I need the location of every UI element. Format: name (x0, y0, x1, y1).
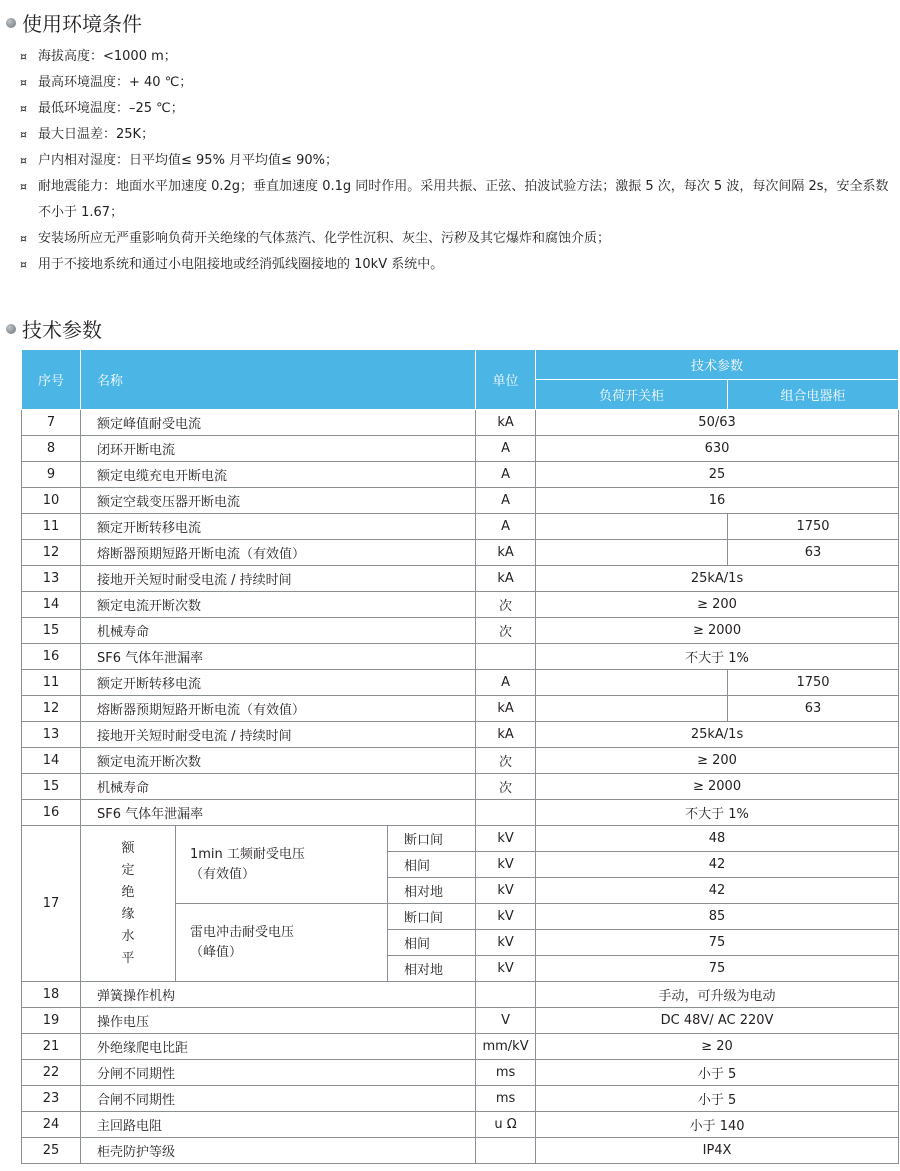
table-row (22, 410, 899, 436)
header-combo: 组合电器柜 (728, 380, 899, 410)
row-unit: kA (476, 696, 536, 722)
table-row (22, 1138, 899, 1164)
group-label-line1: 雷电冲击耐受电压 (190, 924, 295, 940)
condition-item (20, 174, 890, 226)
table-row (22, 592, 899, 618)
row-value: 25 (536, 462, 899, 488)
bullet-dot-icon (6, 324, 16, 334)
row-value: 25kA/1s (536, 722, 899, 748)
row-unit: V (476, 1008, 536, 1034)
condition-item (20, 96, 890, 122)
table-row (22, 540, 899, 566)
row-unit: kV (476, 930, 536, 956)
row-no: 13 (22, 722, 81, 748)
table-row (22, 670, 899, 696)
bullet-icon: ¤ (20, 180, 27, 193)
insulation-label-char: 平 (121, 950, 135, 966)
table-row (22, 488, 899, 514)
row-name: SF6 气体年泄漏率 (81, 644, 476, 670)
row-name: 机械寿命 (81, 774, 476, 800)
row-value: 16 (536, 488, 899, 514)
row-value: 75 (536, 956, 899, 982)
row-name: 外绝缘爬电比距 (81, 1034, 476, 1060)
table-row (22, 1034, 899, 1060)
row-name: 分闸不同期性 (81, 1060, 476, 1086)
table-row (22, 462, 899, 488)
table-row (22, 748, 899, 774)
row-unit: A (476, 436, 536, 462)
row-no: 10 (22, 488, 81, 514)
row-value: 小于 5 (536, 1086, 899, 1112)
row-unit: kA (476, 410, 536, 436)
row-name: 额定开断转移电流 (81, 670, 476, 696)
insulation-group-label (176, 826, 388, 904)
table-row (22, 1008, 899, 1034)
row-value-load-switch (536, 540, 728, 566)
bullet-icon: ¤ (20, 102, 27, 115)
row-unit: kA (476, 722, 536, 748)
row-unit: 次 (476, 618, 536, 644)
condition-item (20, 44, 890, 70)
row-name: 额定空载变压器开断电流 (81, 488, 476, 514)
row-value: 75 (536, 930, 899, 956)
row-no: 11 (22, 670, 81, 696)
row-unit: A (476, 488, 536, 514)
row-value: ≥ 20 (536, 1034, 899, 1060)
row-name: 额定开断转移电流 (81, 514, 476, 540)
row-unit (476, 800, 536, 826)
row-value: 手动，可升级为电动 (536, 982, 899, 1008)
condition-item (20, 226, 890, 252)
row-no: 13 (22, 566, 81, 592)
row-unit: A (476, 514, 536, 540)
row-no: 15 (22, 774, 81, 800)
insulation-label (81, 826, 176, 982)
row-name: SF6 气体年泄漏率 (81, 800, 476, 826)
row-item: 相间 (388, 852, 476, 878)
condition-text: 海拔高度：<1000 m； (38, 49, 177, 64)
insulation-label-char: 定 (121, 862, 135, 878)
row-unit: kV (476, 826, 536, 852)
row-unit: kA (476, 566, 536, 592)
insulation-group-label (176, 904, 388, 982)
insulation-label-char: 水 (121, 928, 135, 944)
row-unit: A (476, 670, 536, 696)
row-unit: 次 (476, 774, 536, 800)
row-value: 25kA/1s (536, 566, 899, 592)
row-value: ≥ 2000 (536, 774, 899, 800)
row-unit: mm/kV (476, 1034, 536, 1060)
spec-table (21, 349, 899, 1164)
row-name: 操作电压 (81, 1008, 476, 1034)
row-value: ≥ 200 (536, 592, 899, 618)
table-row (22, 696, 899, 722)
condition-text: 户内相对湿度：日平均值≤ 95% 月平均值≤ 90%； (38, 153, 338, 168)
row-item: 相间 (388, 930, 476, 956)
bullet-icon: ¤ (20, 128, 27, 141)
row-value: 85 (536, 904, 899, 930)
table-row (22, 1086, 899, 1112)
row-no: 16 (22, 644, 81, 670)
table-row (22, 618, 899, 644)
table-row (22, 722, 899, 748)
row-value-combo: 63 (728, 696, 899, 722)
row-name: 接地开关短时耐受电流 / 持续时间 (81, 566, 476, 592)
row-name: 熔断器预期短路开断电流（有效值） (81, 696, 476, 722)
row-name: 接地开关短时耐受电流 / 持续时间 (81, 722, 476, 748)
row-no: 11 (22, 514, 81, 540)
row-value-load-switch (536, 670, 728, 696)
insulation-label-char: 缘 (121, 906, 135, 922)
row-value-combo: 63 (728, 540, 899, 566)
header-no: 序号 (22, 350, 81, 410)
row-unit: kA (476, 540, 536, 566)
bullet-icon: ¤ (20, 154, 27, 167)
row-value: 不大于 1% (536, 644, 899, 670)
row-unit: A (476, 462, 536, 488)
condition-text: 最大日温差：25K； (38, 127, 155, 142)
table-row (22, 826, 899, 852)
row-no: 9 (22, 462, 81, 488)
row-name: 合闸不同期性 (81, 1086, 476, 1112)
row-no: 16 (22, 800, 81, 826)
condition-list (20, 44, 890, 278)
row-unit: 次 (476, 748, 536, 774)
row-value: 42 (536, 852, 899, 878)
bullet-icon: ¤ (20, 76, 27, 89)
row-unit: ms (476, 1060, 536, 1086)
row-value: ≥ 200 (536, 748, 899, 774)
row-unit (476, 1138, 536, 1164)
table-row (22, 644, 899, 670)
section-title-text: 使用环境条件 (22, 12, 142, 36)
section-title-params (6, 314, 102, 343)
row-value: 630 (536, 436, 899, 462)
row-value: 不大于 1% (536, 800, 899, 826)
condition-text: 耐地震能力：地面水平加速度 0.2g；垂直加速度 0.1g 同时作用。采用共振、正弦、拍波试验方法；激振 5 次，每次 5 波，每次间隔 2s，安全系数不小于 1.67； (38, 179, 889, 220)
row-no: 18 (22, 982, 81, 1008)
condition-text: 用于不接地系统和通过小电阻接地或经消弧线圈接地的 10kV 系统中。 (38, 257, 444, 272)
row-value: DC 48V/ AC 220V (536, 1008, 899, 1034)
row-value: 小于 5 (536, 1060, 899, 1086)
row-item: 相对地 (388, 878, 476, 904)
row-unit: kV (476, 878, 536, 904)
row-unit: u Ω (476, 1112, 536, 1138)
row-no: 12 (22, 540, 81, 566)
row-name: 额定电流开断次数 (81, 748, 476, 774)
row-no: 7 (22, 410, 81, 436)
row-unit: kV (476, 904, 536, 930)
insulation-label-char: 绝 (121, 884, 135, 900)
section-title-text: 技术参数 (22, 318, 102, 342)
row-no: 12 (22, 696, 81, 722)
condition-text: 安装场所应无严重影响负荷开关绝缘的气体蒸汽、化学性沉积、灰尘、污秽及其它爆炸和腐蚀介质； (38, 231, 611, 246)
row-no: 15 (22, 618, 81, 644)
row-value: IP4X (536, 1138, 899, 1164)
row-no: 14 (22, 748, 81, 774)
row-no: 21 (22, 1034, 81, 1060)
row-value: 48 (536, 826, 899, 852)
row-value: 50/63 (536, 410, 899, 436)
table-row (22, 774, 899, 800)
group-label-line2: （峰值） (190, 944, 243, 960)
row-value-combo: 1750 (728, 670, 899, 696)
row-name: 额定电流开断次数 (81, 592, 476, 618)
table-row (22, 1060, 899, 1086)
row-name: 熔断器预期短路开断电流（有效值） (81, 540, 476, 566)
row-item: 相对地 (388, 956, 476, 982)
table-row (22, 1112, 899, 1138)
header-name: 名称 (81, 350, 476, 410)
condition-text: 最低环境温度：–25 ℃； (38, 101, 184, 116)
row-name: 闭环开断电流 (81, 436, 476, 462)
condition-item (20, 252, 890, 278)
group-label-line2: （有效值） (190, 866, 256, 882)
row-name: 机械寿命 (81, 618, 476, 644)
row-name: 主回路电阻 (81, 1112, 476, 1138)
row-unit (476, 644, 536, 670)
header-params: 技术参数 (536, 350, 899, 380)
bullet-icon: ¤ (20, 258, 27, 271)
row-name: 额定电缆充电开断电流 (81, 462, 476, 488)
bullet-icon: ¤ (20, 232, 27, 245)
header-load-switch: 负荷开关柜 (536, 380, 728, 410)
row-no: 17 (22, 826, 81, 982)
bullet-icon: ¤ (20, 50, 27, 63)
row-unit (476, 982, 536, 1008)
condition-text: 最高环境温度：+ 40 ℃； (38, 75, 193, 90)
section-title-environment (6, 8, 142, 37)
row-no: 14 (22, 592, 81, 618)
table-row (22, 436, 899, 462)
row-name: 弹簧操作机构 (81, 982, 476, 1008)
row-no: 8 (22, 436, 81, 462)
table-row (22, 514, 899, 540)
row-item: 断口间 (388, 904, 476, 930)
row-value: ≥ 2000 (536, 618, 899, 644)
insulation-label-char: 额 (121, 840, 135, 856)
condition-item (20, 148, 890, 174)
group-label-line1: 1min 工频耐受电压 (190, 846, 305, 862)
row-value: 小于 140 (536, 1112, 899, 1138)
row-no: 24 (22, 1112, 81, 1138)
row-value-load-switch (536, 514, 728, 540)
row-unit: kV (476, 956, 536, 982)
row-unit: ms (476, 1086, 536, 1112)
bullet-dot-icon (6, 18, 16, 28)
row-no: 25 (22, 1138, 81, 1164)
row-value-load-switch (536, 696, 728, 722)
row-item: 断口间 (388, 826, 476, 852)
header-unit: 单位 (476, 350, 536, 410)
row-value: 42 (536, 878, 899, 904)
row-no: 22 (22, 1060, 81, 1086)
table-row (22, 982, 899, 1008)
row-no: 19 (22, 1008, 81, 1034)
table-row (22, 566, 899, 592)
row-unit: kV (476, 852, 536, 878)
row-name: 额定峰值耐受电流 (81, 410, 476, 436)
condition-item (20, 122, 890, 148)
row-value-combo: 1750 (728, 514, 899, 540)
row-unit: 次 (476, 592, 536, 618)
row-no: 23 (22, 1086, 81, 1112)
row-name: 柜壳防护等级 (81, 1138, 476, 1164)
condition-item (20, 70, 890, 96)
table-row (22, 800, 899, 826)
